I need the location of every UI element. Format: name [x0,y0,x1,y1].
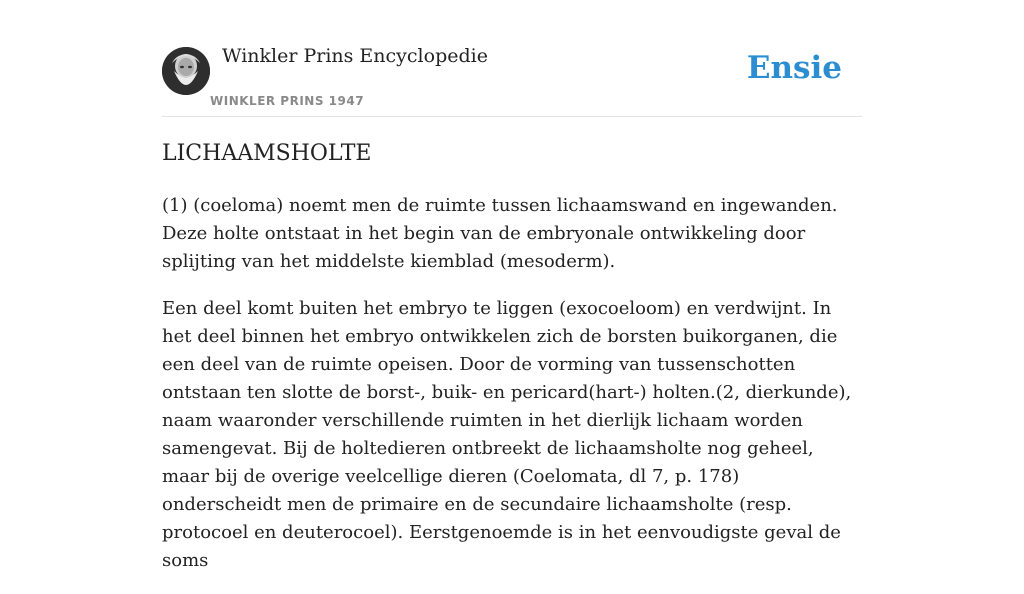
site-subtitle[interactable]: WINKLER PRINS 1947 [210,94,365,108]
article-paragraph: (1) (coeloma) noemt men de ruimte tussen lichaamswand en ingewanden. Deze holte ontstaat in het begin van de embryonale ontwikkeling door splijting van het middelste kiemblad (mesoderm). [162,195,838,272]
site-header [162,0,862,117]
brand-logo[interactable]: Ensie [746,50,842,86]
article-paragraph: Een deel komt buiten het embryo te liggen (exocoeloom) en verdwijnt. In het deel binnen het embryo ontwikkelen zich de borsten buikorganen, die een deel van de ruimte opeisen. Door de vorming van tussenschotten ontstaan ten slotte de borst-, buik- en pericard(hart-) holten.(2, dierkunde), naam waaronder verschillende ruimten in het dierlijk lichaam worden samengevat. Bij de holtedieren ontbreekt de lichaamsholte nog geheel, maar bij de overige veelcellige dieren (Coelomata, dl 7, p. 178) onderscheidt men de primaire en de secundaire lichaamsholte (resp. protocoel en deuterocoel). Eerstgenoemde is in het eenvoudigste geval de soms [162,298,852,571]
article-title: LICHAAMSHOLTE [162,141,372,166]
site-title[interactable]: Winkler Prins Encyclopedie [222,45,488,67]
avatar[interactable] [162,47,210,95]
article-body [162,192,862,594]
portrait-icon [162,47,210,95]
page [162,0,862,571]
